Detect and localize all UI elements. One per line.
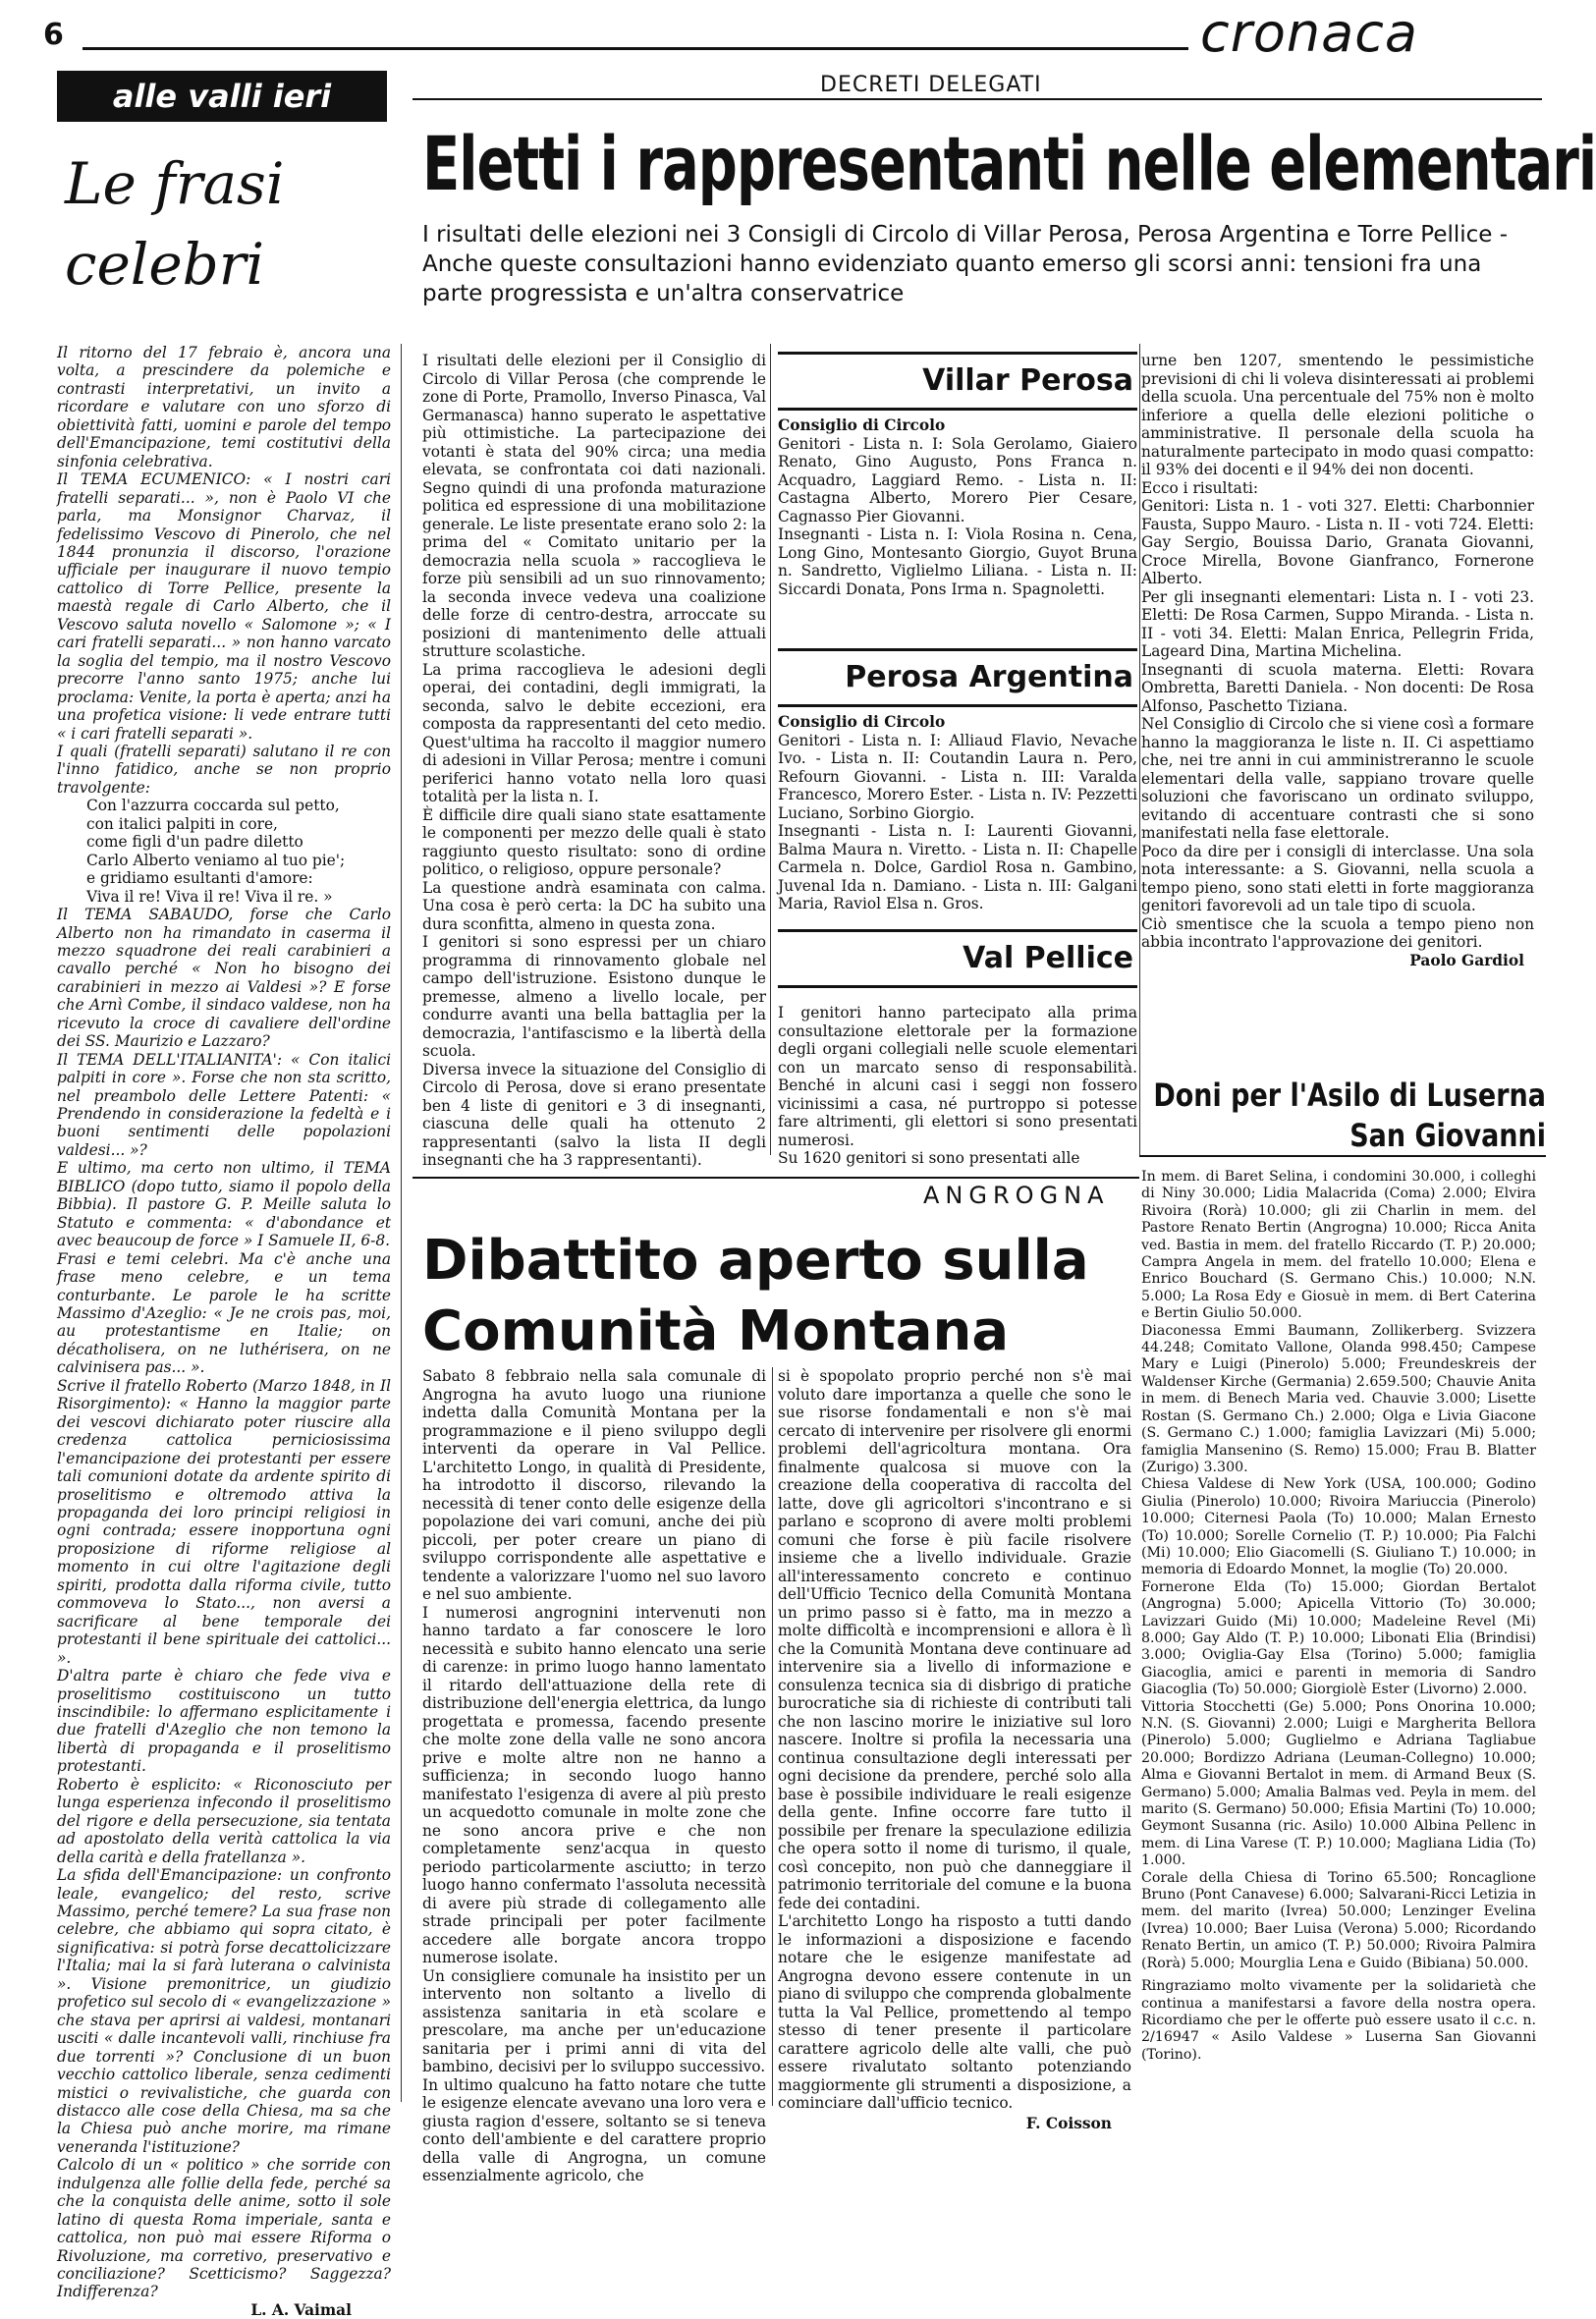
angrogna-paragraph: Sabato 8 febbraio nella sala comunale di Angrogna ha avuto luogo una riunione indetta dalla Comunità Montana per la programmazione e il pieno sviluppo degli interventi da operare in Val Pellice. L'architetto Longo, in qualità di Presidente, ha introdotto il discorso, rilevando la necessità di tener conto delle esigenze della popolazione dei vari comuni, anche dei più piccoli, per poter creare un piano di sviluppo corrispondente alle aspettative e tendente a valorizzare l'uomo nel suo lavoro e nel suo ambiente. [422, 1367, 766, 1603]
main-deck: I risultati delle elezioni nei 3 Consigli di Circolo di Villar Perosa, Perosa Argentina e Torre Pellice - Anche queste consultazioni hanno evidenziato quanto emerso gli scorsi anni: tensioni fra una parte progressista e un'altra conservatrice [422, 222, 1509, 306]
main-paragraph: È difficile dire quali siano state esattamente le componenti per mezzo delle quali è stato raggiunto questo risultato: sono di ordine politico, o religioso, oppure personale? [422, 805, 766, 878]
main-paragraph: I risultati delle elezioni per il Consiglio di Circolo di Villar Perosa (che comprende le zone di Porte, Pramollo, Inverso Pinasca, Val Germanasca) hanno superato le aspettative più ottimistiche. La partecipazione dei votanti è stata del 90% circa; una media elevata, se confrontata coi dati nazionali. Segno quindi di una profonda maturazione politica ed espressione di una mobilitazione generale. Le liste presentate erano solo 2: la prima del « Comitato unitario per la democrazia nella scuola » raccoglieva le forze più sensibili ad un suo rinnovamento; la seconda invece vedeva una coalizione delle forze di centro-destra, arroccate su posizioni di mantenimento delle attuali strutture scolastiche. [422, 352, 766, 660]
doni-paragraph: In mem. di Baret Selina, i condomini 30.000, i colleghi di Niny 30.000; Lidia Malacrida (Coma) 2.000; Elvira Rivoira (Rorà) 10.000; gli zii Charlin in mem. del Pastore Renato Bertin (Angrogna) 10.000; Ricca Anita ved. Bastia in mem. del fratello Riccardo (T. P.) 20.000; Campra Angela in mem. del fratello 10.000; Elena e Enrico Bouchard (S. Germano Chis.) 10.000; N.N. 5.000; La Rosa Edy e Giosuè in mem. di Bert Caterina e Bertin Giulio 50.000. [1141, 1169, 1536, 1322]
col3-paragraph: urne ben 1207, smentendo le pessimistiche previsioni di chi li voleva disinteressati ai problemi della scuola. Una percentuale del 75% non è molto inferiore a quella delle elezioni politiche o amministrative. Il personale della scuola ha naturalmente partecipato in modo quasi compatto: il 93% dei docenti e il 94% dei non docenti. [1141, 352, 1534, 478]
col3-signature: Paolo Gardiol [1409, 951, 1524, 969]
angrogna-signature: F. Coisson [1025, 2114, 1112, 2132]
val-pellice-text [778, 1004, 1137, 1167]
doni-paragraph: Corale della Chiesa di Torino 65.500; Roncaglione Bruno (Pont Canavese) 6.000; Salvarani-Ricci Letizia in mem. del marito (Ivrea) 50.000; Lenzinger Evelina (Ivrea) 10.000; Baer Luisa (Verona) 5.000; Ricordando Renato Bertin, un amico (T. P.) 50.000; Rivoira Palmira (Rorà) 5.000; Mourglia Lena e Guido (Bibiana) 50.000. [1141, 1869, 1536, 1971]
main-paragraph: La questione andrà esaminata con calma. Una cosa è però certa: la DC ha subito una dura sconfitta, almeno in questa zona. [422, 878, 766, 933]
angrogna-kicker: ANGROGNA [923, 1182, 1110, 1209]
perosa-paragraph: Genitori - Lista n. I: Alliaud Flavio, Nevache Ivo. - Lista n. II: Coutandin Laura n. Pero, Refourn Giovanni. - Lista n. III: Varalda Francesco, Morero Ester. - Lista n. IV: Pezzetti Luciano, Sorbino Giorgio. [778, 731, 1137, 822]
villar-perosa-heading: Villar Perosa [778, 352, 1137, 411]
poem-line: Con l'azzurra coccarda sul petto, [86, 797, 340, 815]
doni-rule [1139, 1155, 1546, 1157]
left-article-title: Le frasi celebri [65, 150, 285, 298]
villar-subheading: Consiglio di Circolo [778, 416, 946, 434]
kicker-rule [413, 98, 1542, 100]
perosa-paragraph: Insegnanti - Lista n. I: Laurenti Giovanni, Balma Maura n. Viretto. - Lista n. II: Chapelle Carmela n. Dolce, Gardiol Rosa n. Gambino, Juvenal Ida n. Damiano. - Lista n. III: Galgani Maria, Raviol Elsa n. Gros. [778, 822, 1137, 912]
col3-paragraph: Ecco i risultati: [1141, 478, 1259, 497]
column-divider [772, 1367, 773, 2106]
angrogna-column-1 [422, 1367, 766, 2184]
main-paragraph: I genitori si sono espressi per un chiaro programma di rinnovamento globale nel campo dell'istruzione. Esistono dunque le premesse, almeno a livello locale, per condurre avanti una bella battaglia per la democrazia, l'antifascismo e la libertà della scuola. [422, 933, 766, 1060]
doni-paragraph: Fornerone Elda (To) 15.000; Giordan Bertalot (Angrogna) 5.000; Apicella Vittorio (To) 30.000; Lavizzari Guido (Mi) 10.000; Madeleine Revel (Mi) 8.000; Gay Aldo (T. P.) 10.000; Libonati Elia (Brindisi) 3.000; Oviglia-Gay Elsa (Torino) 5.000; famiglia Giacoglia, amici e parenti in memoria di Sandro Giacoglia (To) 50.000; Giorgiolè Ester (Livorno) 2.000. [1141, 1578, 1536, 1698]
main-paragraph: Diversa invece la situazione del Consiglio di Circolo di Perosa, dove si erano presentate ben 4 liste di genitori e 3 di insegnanti, ciascuna delle quali ha ottenuto 2 rappresentanti (salvo la lista II degli insegnanti che ha 3 rappresentanti). [422, 1060, 766, 1169]
angrogna-paragraph: Un consigliere comunale ha insistito per un intervento non soltanto a livello di assistenza sanitaria in età scolare e prescolare, ma anche per un'educazione sanitaria per i primi anni di vita del bambino, decisivi per lo sviluppo successivo. [422, 1966, 766, 2075]
villar-paragraph: Insegnanti - Lista n. I: Viola Rosina n. Cena, Long Gino, Montesanto Giorgio, Guyot Bruna n. Sandretto, Viglielmo Liliana. - Lista n. II: Siccardi Donata, Pons Irma n. Spagnoletti. [778, 525, 1137, 598]
doni-paragraph: Chiesa Valdese di New York (USA, 100.000; Godino Giulia (Pinerolo) 10.000; Rivoira Mariuccia (Pinerolo) 10.000; Citernesi Paola (To) 10.000; Malan Ernesto (To) 10.000; Sorelle Cornelio (T. P.) 10.000; Pia Falchi (Mi) 10.000; Elio Giacomelli (S. Giuliano T.) 10.000; in memoria di Edoardo Monnet, la moglie (To) 20.000. [1141, 1476, 1536, 1578]
left-signature: L. A. Vaimal [250, 2300, 352, 2319]
angrogna-rule [413, 1177, 1139, 1179]
val-pellice-heading: Val Pellice [778, 929, 1137, 988]
left-paragraph: Roberto è esplicito: « Riconosciuto per lunga esperienza infecondo il proselitismo del rigore e della persecuzione, sia tentata ad apostolato della verità cattolica la via della carità e della fratellanza ». [57, 1775, 391, 1866]
left-rubric-box: alle valli ieri [57, 71, 387, 122]
left-paragraph: La sfida dell'Emancipazione: un confronto leale, evangelico; del resto, scrive Massimo, perché temere? La sua frase non celebre, che abbiamo qui sopra citato, è significativa: si potrà forse decattolicizzare l'Italia; mai la si farà luterana o calvinista ». Visione premonitrice, un giudizio profetico sul secolo di « evangelizzazione » che stava per aprirsi ai valdesi, montanari usciti « dalle incantevoli valli, rinchiuse fra due torrenti »? Conclusione di un buon vecchio cattolico liberale, senza cedimenti mistici o revivalistiche, che guarda con distacco alle cose della Chiesa, ma sa che la Chiesa può anche morire, ma rimane veneranda l'istituzione? [57, 1866, 391, 2156]
doni-list [1141, 1169, 1536, 2063]
perosa-argentina-list [778, 713, 1137, 921]
left-article-body [57, 344, 391, 2319]
left-paragraph: Il TEMA DELL'ITALIANITA': « Con italici palpiti in core ». Forse che non sta scritto, nel preambolo delle Lettere Patenti: « Prendendo in considerazione la fedeltà e i buoni sentimenti delle popolazioni valdesi... »? [57, 1050, 391, 1159]
doni-closing: Ringraziamo molto vivamente per la solidarietà che continua a manifestarsi a favore della nostra opera. Ricordiamo che per le offerte può essere usato il c.c. n. 2/16947 « Asilo Valdese » Luserna San Giovanni (Torino). [1141, 1978, 1536, 2063]
poem-line: come figli d'un padre diletto [86, 833, 303, 852]
left-paragraph: Il TEMA SABAUDO, forse che Carlo Alberto non ha rimandato in caserma il mezzo squadrone dei reali carabinieri a cavallo perché « Non ho bisogno dei carabinieri in mezzo ai Valdesi »? E forse che Arnì Combe, il sindaco valdese, non ha ricevuto la croce di cavaliere dell'ordine dei SS. Maurizio e Lazzaro? [57, 906, 391, 1051]
angrogna-paragraph: I numerosi angrognini intervenuti non hanno tardato a far conoscere le loro necessità e subito hanno elencato una serie di carenze: in primo luogo hanno lamentato il ritardo dell'attuazione della rete di distribuzione dell'energia elettrica, da lungo progettata e promessa, facendo presente che molte zone della valle ne sono ancora prive e molte altre non ne hanno a sufficienza; in secondo luogo hanno manifestato l'esigenza di avere al più presto un acquedotto comunale in molte zone che ne sono ancora prive e che non completamente senz'acqua in questo periodo particolarmente asciutto; in terzo luogo hanno confermato l'assoluta necessità di avere più strade di collegamento alle strade principali per poter facilmente accedere alle borgate ancora troppo numerose isolate. [422, 1603, 766, 1966]
doni-heading: Doni per l'Asilo di Luserna San Giovanni [1153, 1077, 1546, 1155]
angrogna-paragraph: L'architetto Longo ha risposto a tutti dando le informazioni a disposizione e facendo notare che le esigenze manifestate ad Angrogna devono essere contenute in un piano di sviluppo che comprenda globalmente tutta la Val Pellice, promettendo al tempo stesso di tener presente il particolare carattere agricolo delle alte valli, che può essere rivalutato soltanto potenziando maggiormente gli strumenti a disposizione, a cominciare dall'ufficio tecnico. [778, 1912, 1131, 2112]
poem-line: Viva il re! Viva il re! Viva il re. » [86, 887, 333, 906]
main-kicker: DECRETI DELEGATI [820, 73, 1042, 97]
left-paragraph: Calcolo di un « politico » che sorride con indulgenza alle follie della fede, perché sa che la conquista delle anime, sotto il sole latino di questa Roma imperiale, santa e cattolica, non può mai essere Riforma o Rivoluzione, ma corretivo, preservativo e conciliazione? Scetticismo? Saggezza? Indifferenza? [57, 2156, 391, 2301]
angrogna-paragraph: In ultimo qualcuno ha fatto notare che tutte le esigenze elencate avevano una loro vera e giusta ragion d'essere, soltanto se si teneva conto dell'ambiente e del carattere proprio della valle di Angrogna, un comune essenzialmente agricolo, che [422, 2075, 766, 2184]
poem [57, 797, 391, 906]
main-headline: Eletti i rappresentanti nelle elementari [422, 122, 1596, 208]
angrogna-headline: Dibattito aperto sulla Comunità Montana [422, 1229, 1089, 1363]
column-divider [1139, 344, 1140, 1155]
section-title: cronaca [1200, 2, 1419, 64]
villar-paragraph: Genitori - Lista n. I: Sola Gerolamo, Giaiero Renato, Gino Augusto, Pons Franca n. Acquadro, Laggiard Remo. - Lista n. II: Castagna Alberto, Morero Pier Cesare, Cagnasso Pier Giovanni. [778, 434, 1137, 525]
pellice-paragraph: Su 1620 genitori si sono presentati alle [778, 1149, 1080, 1167]
left-paragraph: Il TEMA ECUMENICO: « I nostri cari fratelli separati... », non è Paolo VI che parla, ma Monsignor Charvaz, il fedelissimo Vescovo di Pinerolo, che nel 1844 pronunzia il discorso, l'orazione ufficiale per inaugurare il nuovo tempio cattolico di Torre Pellice, presente la maestà regale di Carlo Alberto, che il Vescovo saluta novello « Salomone »; « I cari fratelli separati... » non hanno varcato la soglia del tempio, ma il nostro Vescovo precorre l'anno santo 1975; anche lui proclama: Venite, la porta è aperta; anzi ha una profetica visione: li vede entrare tutti « i cari fratelli separati ». [57, 470, 391, 743]
angrogna-paragraph: si è spopolato proprio perché non s'è mai voluto dare importanza a quelle che sono le sue risorse fondamentali e non s'è mai cercato di intervenire per risolvere gli enormi problemi dell'agricoltura montana. Ora finalmente qualcosa si muove con la creazione della cooperativa di raccolta del latte, dove gli agricoltori s'incontrano e si parlano e scoprono di avere molti problemi comuni che forse è più facile risolvere insieme che a livello individuale. Grazie all'interessamento concreto e continuo dell'Ufficio Tecnico della Comunità Montana un primo passo si è fatto, ma in mezzo a molte difficoltà e incomprensioni e allora è lì che la Comunità Montana deve continuare ad intervenire sia a livello di informazione e consulenza tecnica sia di disbrigo di pratiche burocratiche sia di richieste di contributi tali che non lascino morire le iniziative sul loro nascere. Inoltre si profila la necessaria una continua consultazione degli interessati per ogni decisione da prendere, perché solo alla base è possibile individuare le reali esigenze della gente. Infine occorre fare tutto il possibile per frenare la speculazione edilizia che opera sotto il nome di turismo, il quale, così concepito, non può che danneggiare il patrimonio territoriale del comune e la buona fede dei contadini. [778, 1367, 1131, 1912]
column-divider [401, 344, 402, 2102]
top-rule [83, 47, 1188, 50]
left-paragraph: Il ritorno del 17 febraio è, ancora una volta, a prescindere da polemiche e contrasti interpretativi, un invito a ricordare e valutare con uno sforzo di obiettività fatti, uomini e parole del tempo dell'Emancipazione, temi costitutivi della sinfonia celebrativa. [57, 344, 391, 470]
angrogna-column-2 [778, 1367, 1131, 2132]
main-column-1 [422, 352, 766, 1169]
poem-line: con italici palpiti in core, [86, 814, 278, 833]
main-paragraph: La prima raccoglieva le adesioni degli operai, dei contadini, degli immigrati, la seconda, salvo le debite eccezioni, era composta da rappresentanti del ceto medio. Quest'ultima ha raccolto il maggior numero di adesioni in Villar Perosa; mentre i comuni periferici hanno votato nella loro quasi totalità per la lista n. I. [422, 660, 766, 805]
perosa-subheading: Consiglio di Circolo [778, 713, 946, 731]
col3-paragraph: Genitori: Lista n. 1 - voti 327. Eletti: Charbonnier Fausta, Suppo Mauro. - Lista n. II - voti 724. Eletti: Gay Sergio, Bouissa Dario, Granata Giovanni, Croce Mirella, Bovone Gianfranco, Fornerone Alberto. [1141, 497, 1534, 587]
left-paragraph: Frasi e temi celebri. Ma c'è anche una frase meno celebre, e un tema conturbante. Le parole le ha scritte Massimo d'Azeglio: « Je ne crois pas, moi, au protestantisme en Italie; on décatholisera, on ne luthérisera, on ne calvinisera pas... ». [57, 1249, 391, 1377]
page-number: 6 [43, 18, 64, 52]
poem-line: e gridiamo esultanti d'amore: [86, 869, 313, 888]
col3-paragraph: Nel Consiglio di Circolo che si viene così a formare hanno la maggioranza le liste n. II. Ci aspettiamo che, nei tre anni in cui amministreranno le scuole elementari della valle, sappiano trovare quelle soluzioni che favoriscano un ordinato sviluppo, evitando di accentuare contrasti che si sono manifestati nella fase elettorale. [1141, 715, 1534, 842]
doni-paragraph: Vittoria Stocchetti (Ge) 5.000; Pons Onorina 10.000; N.N. (S. Giovanni) 2.000; Luigi e Margherita Bellora (Pinerolo) 5.000; Guglielmo e Adriana Tagliabue 20.000; Bordizzo Adriana (Leuman-Collegno) 10.000; Alma e Giovanni Bertalot in mem. di Armand Beux (S. Germano) 5.000; Amalia Balmas ved. Peyla in mem. del marito (S. Germano) 50.000; Efisia Martini (To) 10.000; Geymont Susanna (ric. Asilo) 10.000 Albina Pellenc in mem. di Lina Varese (T. P.) 10.000; Magliana Lidia (To) 1.000. [1141, 1698, 1536, 1869]
villar-perosa-list [778, 416, 1137, 644]
column-divider [770, 344, 771, 1155]
main-column-3 [1141, 352, 1534, 1041]
left-paragraph: Scrive il fratello Roberto (Marzo 1848, in Il Risorgimento): « Hanno la maggior parte dei vescovi dichiarato poter riuscire alla credenza cattolica perniciosissima l'emancipazione dei protestanti per essere tali comunioni dotate da ardente spirito di proselitismo e oltremodo attiva la propaganda dei loro principi religiosi in ogni contrada; essere inopportuna ogni proposizione di riforme religiose al momento in cui oltre l'agitazione degli spiriti, prodotta dalla riforma civile, tutto commoveva lo Stato..., non aversi a sacrificare al bene temporale dei protestanti il bene spirituale dei cattolici... ». [57, 1376, 391, 1667]
col3-paragraph: Poco da dire per i consigli di interclasse. Una sola nota interessante: a S. Giovanni, nella scuola a tempo pieno, sono stati eletti in forte maggioranza genitori favorevoli ad un tale tipo di scuola. [1141, 842, 1534, 914]
perosa-argentina-heading: Perosa Argentina [778, 648, 1137, 707]
left-paragraph: E ultimo, ma certo non ultimo, il TEMA BIBLICO (dopo tutto, siamo il popolo della Bibbia). Il pastore G. P. Meille saluta lo Statuto e commenta: « d'abondance et avec beaucoup de force » I Samuele II, 6-8. [57, 1159, 391, 1250]
doni-paragraph: Diaconessa Emmi Baumann, Zollikerberg. Svizzera 44.248; Comitato Vallone, Olanda 998.450; Campese Mary e Luigi (Pinerolo) 5.000; Freundeskreis der Waldenser Kirche (Germania) 2.659.500; Chauvie Anita in mem. di Benech Maria ved. Chauvie 3.000; Lisette Rostan (S. Germano Ch.) 2.000; Olga e Livia Giacone (S. Germano C.) 1.000; famiglia Lavizzari (Mi) 5.000; famiglia Mansenino (S. Remo) 15.000; Frau B. Blatter (Zurigo) 3.300. [1141, 1322, 1536, 1475]
left-paragraph: I quali (fratelli separati) salutano il re con l'inno fatidico, anche se non proprio travolgente: [57, 742, 391, 797]
poem-line: Carlo Alberto veniamo al tuo pie'; [86, 851, 346, 869]
col3-paragraph: Insegnanti di scuola materna. Eletti: Rovara Ombretta, Baretti Daniela. - Non docenti: De Rosa Alfonso, Paschetto Tiziana. [1141, 660, 1534, 715]
left-paragraph: D'altra parte è chiaro che fede viva e proselitismo costituiscono un tutto inscindibile: lo affermano esplicitamente i due fratelli d'Azeglio che non temono la libertà di propaganda e il proselitismo protestanti. [57, 1667, 391, 1776]
col3-paragraph: Ciò smentisce che la scuola a tempo pieno non abbia incontrato l'approvazione dei genitori. [1141, 914, 1534, 951]
pellice-paragraph: I genitori hanno partecipato alla prima consultazione elettorale per la formazione degli organi collegiali nelle scuole elementari con un marcato senso di responsabilità. Benché in alcuni casi i seggi non fossero vicinissimi a casa, né purtroppo si potesse fare altrimenti, gli elettori si sono presentati numerosi. [778, 1004, 1137, 1149]
col3-paragraph: Per gli insegnanti elementari: Lista n. I - voti 23. Eletti: De Rosa Carmen, Suppo Miranda. - Lista n. II - voti 34. Eletti: Malan Enrica, Pellegrin Frida, Lageard Dina, Martina Michelina. [1141, 587, 1534, 660]
